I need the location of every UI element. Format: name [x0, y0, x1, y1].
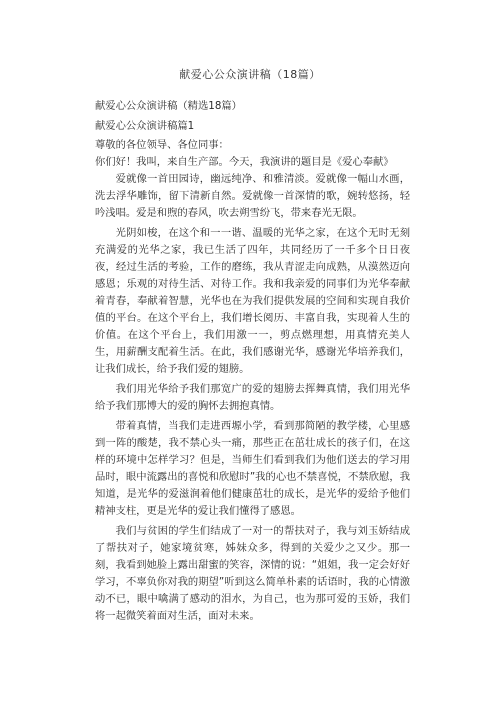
document-body	[95, 98, 410, 628]
section-heading: 献爱心公众演讲稿篇1	[95, 119, 195, 132]
document-subtitle: 献爱心公众演讲稿（精选18篇）	[95, 100, 242, 112]
paragraph: 光阴如梭，在这个和一一谐、温暖的光华之家，在这个无时无刻充满爱的光华之家，我已生活了四年，共同经历了一千多个日日夜夜，经过生活的考验，工作的磨练，我从青涩走向成熟，从漠然迈向感恩；乐观的对待生活、对待工作。我和我亲爱的同事们为光华奉献着青春，奉献着智慧，光华也在为我们提供发展的空间和实现自我价值的平台。在这个平台上，我们增长阅历、丰富自我，实现着人生的价值。在这个平台上，我们用激一一，剪点燃理想，用真情充美人生，用薪酬支配着生活。在此，我们感谢光华，感谢光华培养我们，让我们成长，给予我们爱的翅膀。	[95, 227, 410, 375]
paragraph: 我们与贫困的学生们结成了一对一的帮扶对子，我与刘玉娇结成了帮扶对子，她家境贫寒，姊妹众多，得到的关爱少之又少。那一刻，我看到她脸上露出甜蜜的笑容，深情的说：“姐姐，我一定会好好学习，不辜负你对我的期望”听到这么简单朴素的话语时，我的心情激动不已，眼中噙满了感动的泪水，为自己，也为那可爱的玉娇，我们将一起微笑着面对生活，面对未来。	[95, 525, 410, 622]
salutation: 尊敬的各位领导、各位同事：	[95, 139, 229, 151]
paragraph: 带着真情，当我们走进西塬小学，看到那简陋的教学楼，心里感到一阵的酸楚，我不禁心头一痛，那些正在茁壮成长的孩子们，在这样的环境中怎样学习？但是，当师生们看到我们为他们送去的学习用品时，眼中流露出的喜悦和欣慰时”我的心也不禁喜悦，不禁欣慰，我知道，是光华的爱滋润着他们健康茁壮的成长，是光华的爱给予他们精神支柱，更是光华的爱让我们懂得了感恩。	[95, 420, 410, 517]
document-title: 献爱心公众演讲稿（18篇）	[179, 68, 321, 81]
paragraph: 我们用光华给予我们那宽广的爱的翅膀去挥舞真情，我们用光华给予我们那博大的爱的胸怀去拥抱真情。	[95, 383, 410, 412]
greeting: 你们好！我叫，来自生产部。今天，我演讲的题目是《爱心奉献》	[95, 156, 394, 168]
paragraph: 爱就像一首田园诗，幽远纯净、和雅清淡。爱就像一幅山水画，洗去浮华雕饰，留下清新自然。爱就像一首深情的歌，婉转悠扬，轻吟浅唱。爱是和煦的春风，吹去朔雪纷飞，带来春光无限。	[95, 173, 410, 219]
